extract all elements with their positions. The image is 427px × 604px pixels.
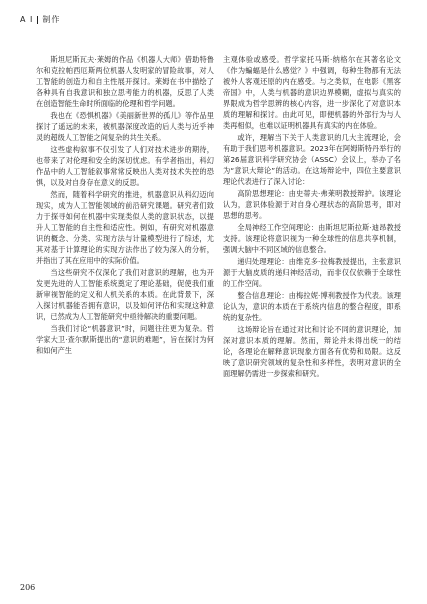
paragraph: 主观体验或感受。哲学家托马斯·纳格尔在其著名论文《作为蝙蝠是什么感觉？》中强调，每种生物都有无法被外人客观还原的内在感受。与之类似，在电影《黑客帝国》中，人类与机器的意识边界模糊，虚拟与真实的界限成为哲学思辨的核心内容，进一步深化了对意识本质的理解和探讨。由此可见，即便机器的外部行为与人类再相似，也难以证明机器具有真实的内在体验。 <box>223 55 401 130</box>
header-section-label: 制作 <box>42 15 61 24</box>
paragraph: 或许，理解当下关于人类意识的几大主流理论，会有助于我们思考机器意识。2023年在阿姆斯特丹举行的第26届意识科学研究协会（ASSC）会议上，举办了名为“意识大辩论”的活动。在这场辩论中，四位主要意识理论代表进行了深入讨论： <box>223 133 401 186</box>
right-column <box>223 54 401 380</box>
paragraph: 这些虚构叙事不仅引发了人们对技术进步的期待，也带来了对伦理和安全的深切忧虑。有学者指出，科幻作品中的人工智能叙事常常反映出人类对技术失控的恐惧，以及对自身存在意义的反思。 <box>36 145 214 187</box>
paragraph: 整合信息理论：由梅拉妮·博利教授作为代表。该理论认为，意识的本质在于系统内信息的整合程度，即系统的复杂性。 <box>223 291 401 322</box>
paragraph: 斯坦尼斯瓦夫·莱姆的作品《机器人大师》借助特鲁尔和克拉帕西厄斯两位机器人发明家的冒险故事，对人工智能的创造力和自主性展开探讨。莱姆在书中描绘了各种具有自我意识和独立思考能力的机器，反思了人类在创造智能生命时所面临的伦理和哲学问题。 <box>36 55 214 108</box>
paragraph: 全局神经工作空间理论：由斯坦尼斯拉斯·迪昂教授支持。该理论将意识视为一种全球性的信息共享机制，强调大脑中不同区域的信息整合。 <box>223 223 401 254</box>
header-divider <box>37 16 38 24</box>
paragraph: 当我们讨论“机器意识”时，问题往往更为复杂。哲学家大卫·查尔默斯提出的“意识的难题”，旨在探讨为何和如何产生 <box>36 324 214 355</box>
paragraph: 然而，随着科学研究的推进，机器意识从科幻迈向现实，成为人工智能领域的前沿研究课题。研究者们致力于探寻如何在机器中实现类似人类的意识状态，以提升人工智能的自主性和适应性。例如，有研究对机器意识的概念、分类、实现方法与计量模型进行了综述，尤其对基于计算理论的实现方法作出了较为深入的分析，并指出了其在应用中的实际价值。 <box>36 190 214 265</box>
paragraph: 当这些研究不仅深化了我们对意识的理解，也为开发更先进的人工智能系统奠定了理论基础，促使我们重新审视智能的定义和人机关系的本质。在此背景下，深入探讨机器能否拥有意识，以及如何评估和实现这种意识，已然成为人工智能研究中亟待解决的重要问题。 <box>36 268 214 321</box>
paragraph: 高阶思想理论：由史蒂夫·弗莱明教授辩护。该理论认为，意识体验源于对自身心理状态的高阶思考，即对思想的思考。 <box>223 189 401 220</box>
running-header <box>20 14 60 25</box>
page-number: 206 <box>20 583 36 592</box>
paragraph: 我也在《恐惧机器》《美丽新世界的孤儿》等作品里探讨了遥远的未来，被机器深度改造的后人类与近乎神灵的超级人工智能之间复杂的共生关系。 <box>36 111 214 142</box>
header-ai-label: A I <box>20 15 34 24</box>
left-column <box>36 54 214 357</box>
paragraph: 递归处理理论：由维克多·拉梅教授提出，主张意识源于大脑皮质的递归神经活动，而非仅仅依赖于全球性的工作空间。 <box>223 257 401 288</box>
paragraph: 这场辩论旨在通过对比和讨论不同的意识理论，加深对意识本质的理解。然而，辩论并未得出统一的结论，各理论在解释意识现象方面各有优势和局限。这反映了意识研究领域的复杂性和多样性，表明对意识的全面理解仍需进一步探索和研究。 <box>223 325 401 378</box>
